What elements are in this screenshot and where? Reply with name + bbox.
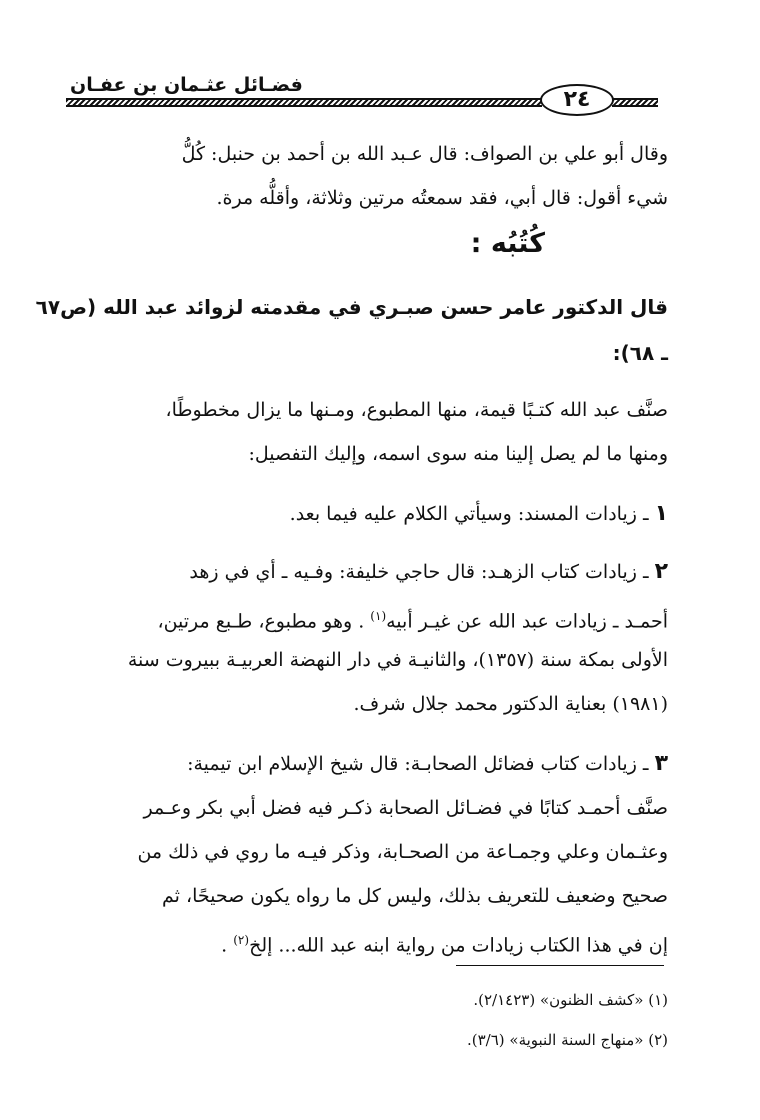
- header-rule-right: [612, 98, 658, 107]
- text-line: [60, 550, 668, 594]
- text-line: [60, 594, 668, 638]
- paragraph-2: [60, 388, 668, 476]
- text-line: وقال أبو علي بن الصواف: قال عـبد الله بن أحمد بن حنبل: كُلُّ: [181, 143, 668, 165]
- text-line: [60, 918, 668, 962]
- footnote-ref[interactable]: (١): [370, 609, 387, 623]
- text-line: الأولى بمكة سنة (١٣٥٧)، والثانيـة في دار النهضة العربيـة ببيروت سنة: [127, 649, 668, 671]
- item-number: ١: [654, 501, 668, 526]
- text-line: صنَّف أحمـد كتابًا في فضـائل الصحابة ذكـر فيه فضل أبي بكر وعـمر: [143, 797, 668, 819]
- text-line: صنَّف عبد الله كتـبًا قيمة، منها المطبوع، ومـنها ما يزال مخطوطًا،: [165, 399, 668, 421]
- item-text: ـ زيادات كتاب فضائل الصحابـة: قال شيخ الإسلام ابن تيمية:: [187, 753, 649, 775]
- footnote-ref[interactable]: (٢): [233, 933, 250, 947]
- footnote: (١) «كشف الظنون» (٢/١٤٢٣).: [473, 991, 668, 1009]
- footnotes: [60, 980, 668, 1060]
- text-line: [60, 492, 668, 536]
- footnote-rule: [456, 965, 664, 966]
- list-item-1: [60, 492, 668, 536]
- text-line: ـ ٦٨):: [612, 341, 668, 365]
- intro-paragraph: [35, 284, 668, 376]
- text-line: شيء أقول: قال أبي، فقد سمعتُه مرتين وثلاثة، وأقلُّه مرة.: [216, 187, 668, 209]
- page-number: ٢٤: [540, 84, 614, 116]
- item-text: ـ زيادات المسند: وسيأتي الكلام عليه فيما بعد.: [289, 503, 649, 525]
- text-line: وعثـمان وعلي وجمـاعة من الصحـابة، وذكر فيـه ما روي في ذلك من: [137, 841, 668, 863]
- section-heading: كُتُبُه :: [470, 228, 545, 259]
- text-line: ومنها ما لم يصل إلينا منه سوى اسمه، وإليك التفصيل:: [248, 443, 668, 465]
- list-item-2: [60, 550, 668, 726]
- item-text: . وهو مطبوع، طـبع مرتين،: [157, 610, 365, 633]
- item-text: أحمـد ـ زيادات عبد الله عن غيـر أبيه: [386, 610, 668, 633]
- item-text: ـ زيادات كتاب الزهـد: قال حاجي خليفة: وفـيه ـ أي في زهد: [189, 561, 649, 583]
- item-text: .: [221, 934, 234, 957]
- running-title: فضـائل عثـمان بن عفـان: [70, 74, 303, 96]
- item-number: ٣: [654, 751, 668, 776]
- footnote: (٢) «منهاج السنة النبوية» (٣/٦).: [466, 1031, 668, 1049]
- text-line: [60, 742, 668, 786]
- paragraph-1: [60, 132, 668, 220]
- header-rule: [66, 98, 542, 107]
- list-item-3: [60, 742, 668, 962]
- item-number: ٢: [654, 559, 668, 584]
- text-line: (١٩٨١) بعناية الدكتور محمد جلال شرف.: [353, 693, 668, 715]
- item-text: إن في هذا الكتاب زيادات من رواية ابنه عبد الله... إلخ: [249, 934, 668, 957]
- text-line: صحيح وضعيف للتعريف بذلك، وليس كل ما رواه يكون صحيحًا، ثم: [162, 885, 668, 907]
- text-line: قال الدكتور عامر حسن صبـري في مقدمته لزوائد عبد الله (ص٦٧: [35, 295, 668, 319]
